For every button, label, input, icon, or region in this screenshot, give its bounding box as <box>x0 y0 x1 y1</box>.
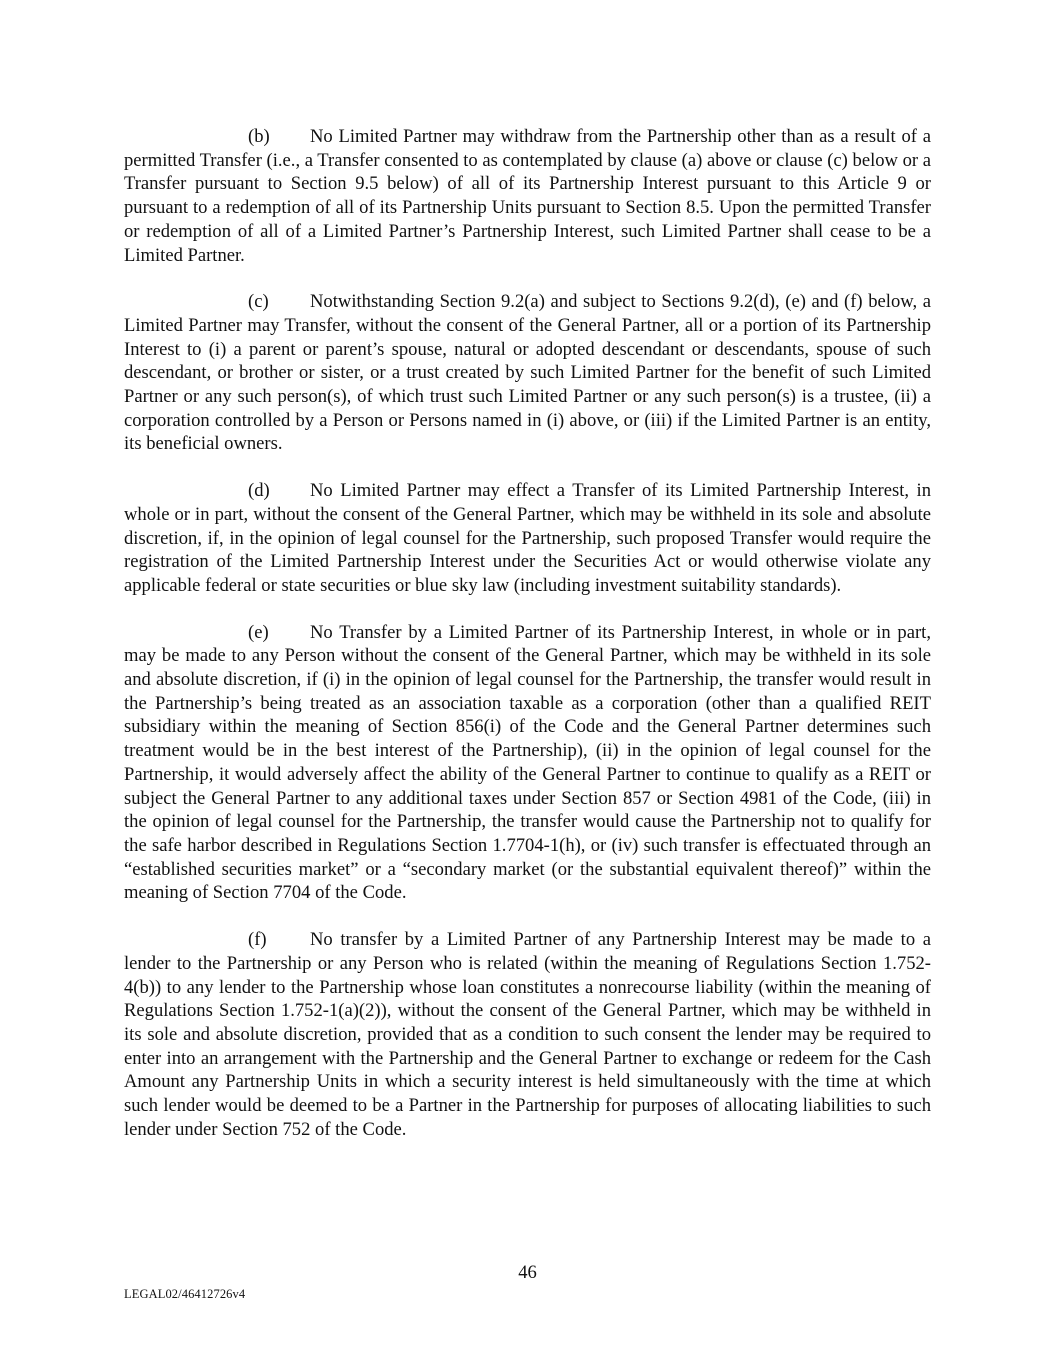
paragraph-label: (c) <box>248 291 269 313</box>
paragraph-c <box>124 290 931 456</box>
page-number: 46 <box>518 1262 537 1283</box>
paragraph-label: (d) <box>248 480 270 502</box>
paragraph-text: No transfer by a Limited Partner of any Partnership Interest may be made to a lender to the Partnership or any Person who is related (within the meaning of Regulations Section 1.752-4(b)) to any lender to the Partnership whose loan constitutes a nonrecourse liability (within the meaning of Regulations Section 1.752-1(a)(2)), without the consent of the General Partner, which may be withheld in its sole and absolute discretion, provided that as a condition to such consent the lender may be required to enter into an arrangement with the Partnership and the General Partner to exchange or redeem for the Cash Amount any Partnership Units in which a security interest is held simultaneously with the time at which such lender would be deemed to be a Partner in the Partnership for purposes of allocating liabilities to such lender under Section 752 of the Code. <box>124 929 931 1140</box>
paragraph-b <box>124 125 931 267</box>
paragraph-text: No Transfer by a Limited Partner of its Partnership Interest, in whole or in part, may be made to any Person without the consent of the General Partner, which may be withheld in its sole and absolute discretion, if (i) in the opinion of legal counsel for the Partnership, the transfer would result in the Partnership’s being treated as an association taxable as a corporation (other than a qualified REIT subsidiary within the meaning of Section 856(i) of the Code and the General Partner determines such treatment would be in the best interest of the Partnership), (ii) in the opinion of legal counsel for the Partnership, it would adversely affect the ability of the General Partner to continue to qualify as a REIT or subject the General Partner to any additional taxes under Section 857 or Section 4981 of the Code, (iii) in the opinion of legal counsel for the Partnership, the transfer would cause the Partnership not to qualify for the safe harbor described in Regulations Section 1.7704-1(h), or (iv) such transfer is effectuated through an “established securities market” or a “secondary market (or the substantial equivalent thereof)” within the meaning of Section 7704 of the Code. <box>124 621 931 904</box>
paragraph-label: (f) <box>248 929 267 951</box>
paragraph-label: (e) <box>248 621 269 643</box>
paragraph-d <box>124 479 931 598</box>
paragraph-text: Notwithstanding Section 9.2(a) and subject to Sections 9.2(d), (e) and (f) below, a Limited Partner may Transfer, without the consent of the General Partner, all or a portion of its Partnership Interest to (i) a parent or parent’s spouse, natural or adopted descendant or descendants, spouse of such descendant, or brother or sister, or a trust created by such Limited Partner for the benefit of such Limited Partner or any such person(s), of which trust such Limited Partner or any such person(s) is a trustee, (ii) a corporation controlled by a Person or Persons named in (i) above, or (iii) if the Limited Partner is an entity, its beneficial owners. <box>124 291 931 455</box>
paragraph-label: (b) <box>248 126 270 147</box>
document-body <box>124 125 931 1164</box>
paragraph-e <box>124 621 931 905</box>
document-id: LEGAL02/46412726v4 <box>124 1287 246 1301</box>
paragraph-text: No Limited Partner may withdraw from the Partnership other than as a result of a permitted Transfer (i.e., a Transfer consented to as contemplated by clause (a) above or clause (c) below or a Transfer pursuant to Section 9.5 below) of all of its Partnership Interest pursuant to this Article 9 or pursuant to a redemption of all of its Partnership Units pursuant to Section 8.5. Upon the permitted Transfer or redemption of all of a Limited Partner’s Partnership Interest, such Limited Partner shall cease to be a Limited Partner. <box>124 126 932 266</box>
paragraph-text: No Limited Partner may effect a Transfer of its Limited Partnership Interest, in whole or in part, without the consent of the General Partner, which may be withheld in its sole and absolute discretion, if, in the opinion of legal counsel for the Partnership, such proposed Transfer would require the registration of the Limited Partnership Interest under the Securities Act or would otherwise violate any applicable federal or state securities or blue sky law (including investment suitability standards). <box>124 480 931 596</box>
paragraph-f <box>124 928 931 1141</box>
